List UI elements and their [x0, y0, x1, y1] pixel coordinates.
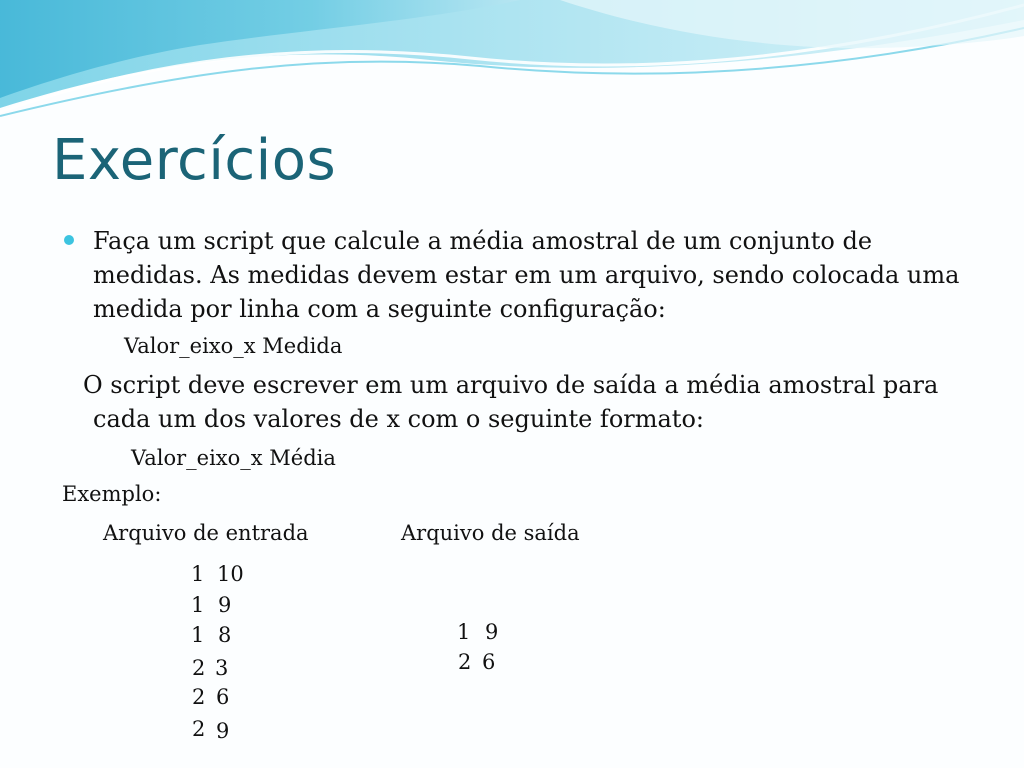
input-value: 8: [218, 623, 232, 647]
input-x: 2: [192, 685, 206, 709]
output-x: 2: [458, 650, 472, 674]
example-label: Exemplo:: [62, 482, 162, 506]
bullet-dot-icon: [64, 235, 74, 245]
output-description-line: O script deve escrever em um arquivo de saída a média amostral para: [83, 371, 939, 399]
input-file-label: Arquivo de entrada: [103, 521, 309, 545]
input-value: 9: [216, 719, 230, 743]
exercise-description: [93, 224, 993, 326]
input-x: 2: [192, 656, 206, 680]
input-x: 1: [191, 623, 205, 647]
description-line: medidas. As medidas devem estar em um arquivo, sendo colocada uma: [93, 261, 960, 289]
input-value: 9: [218, 593, 232, 617]
output-value: 9: [485, 620, 499, 644]
input-format: Valor_eixo_x Medida: [124, 334, 343, 358]
input-x: 2: [192, 717, 206, 741]
header-wave-decoration: [0, 0, 1024, 130]
output-description-line: cada um dos valores de x com o seguinte formato:: [93, 405, 704, 433]
output-description: [83, 368, 993, 436]
output-format: Valor_eixo_x Média: [131, 446, 336, 470]
description-line: Faça um script que calcule a média amostral de um conjunto de: [93, 227, 873, 255]
output-file-label: Arquivo de saída: [401, 521, 580, 545]
description-line: medida por linha com a seguinte configuração:: [93, 295, 666, 323]
input-value: 6: [216, 685, 230, 709]
input-x: 1: [191, 562, 205, 586]
input-value: 3: [215, 656, 229, 680]
input-x: 1: [191, 593, 205, 617]
slide-title: Exercícios: [52, 128, 337, 193]
output-x: 1: [457, 620, 471, 644]
input-value: 10: [217, 562, 244, 586]
output-value: 6: [482, 650, 496, 674]
